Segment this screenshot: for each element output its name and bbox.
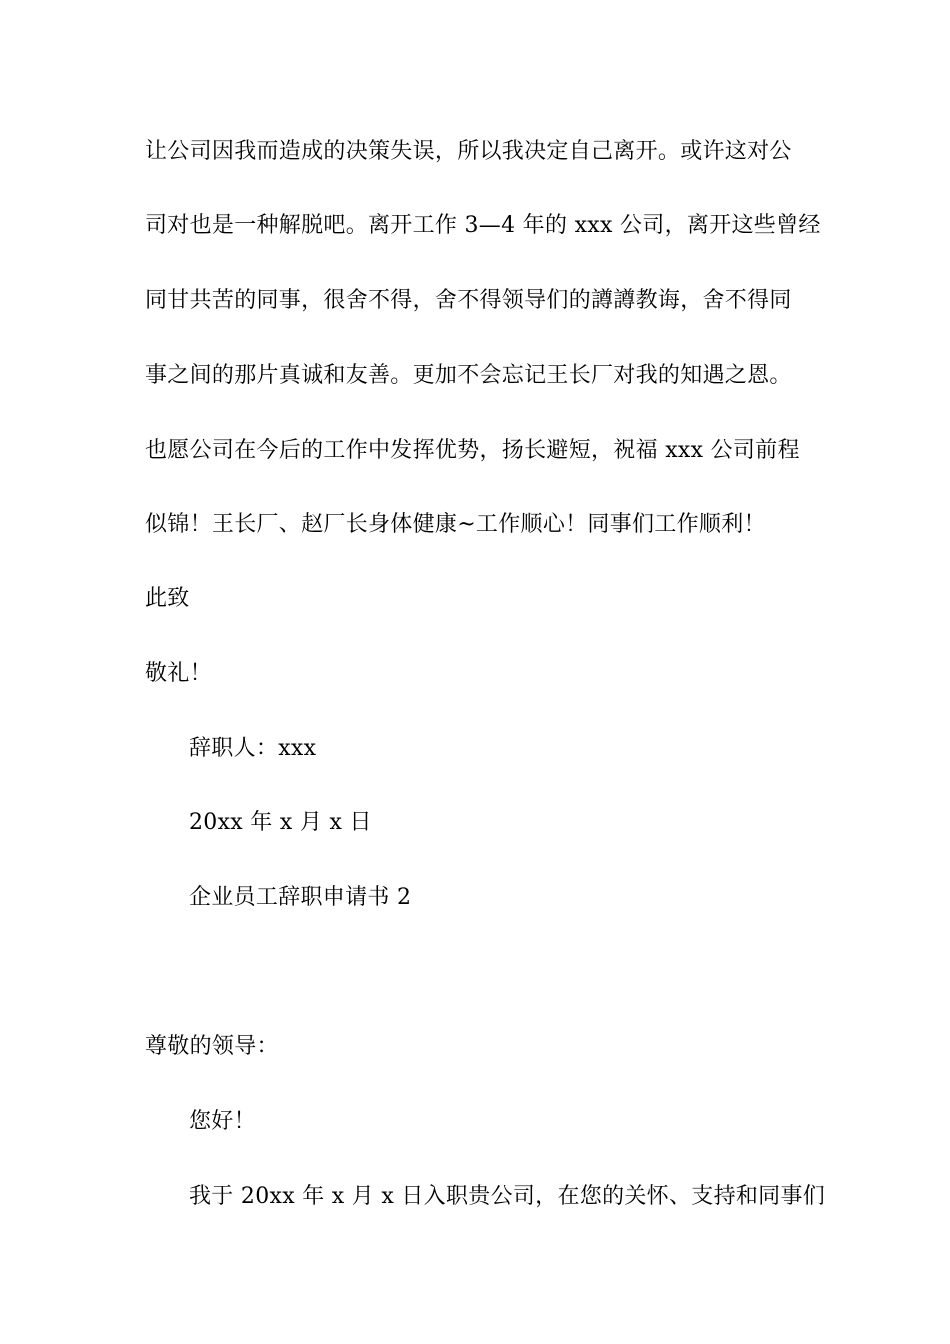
date-text: 20xx 年 x 月 x 日	[189, 810, 372, 835]
signer-text: 辞职人：xxx	[189, 736, 317, 761]
hello-text: 您好！	[189, 1109, 256, 1134]
closing-text: 此致	[145, 586, 190, 611]
body-start-text: 我于 20xx 年 x 月 x 日入职贵公司，在您的关怀、支持和同事们	[189, 1184, 826, 1209]
text-line-3: 同甘共苦的同事，很舍不得，舍不得领导们的譐譐教诲，舍不得同	[145, 288, 792, 313]
section-title: 企业员工辞职申请书 2	[189, 885, 412, 910]
salute-text: 敬礼！	[145, 661, 212, 686]
text-line-2: 司对也是一种解脱吧。离开工作 3—4 年的 xxx 公司，离开这些曾经	[145, 213, 821, 238]
text-line-4: 事之间的那片真诚和友善。更加不会忘记王长厂对我的知遇之恩。	[145, 363, 792, 388]
greeting-text: 尊敬的领导：	[145, 1034, 279, 1059]
text-line-6: 似锦！王长厂、赵厂长身体健康~工作顺心！同事们工作顺利！	[145, 512, 766, 537]
text-line-1: 让公司因我而造成的决策失误，所以我决定自己离开。或许这对公	[145, 139, 792, 164]
text-line-5: 也愿公司在今后的工作中发挥优势，扬长避短，祝福 xxx 公司前程	[145, 438, 800, 463]
